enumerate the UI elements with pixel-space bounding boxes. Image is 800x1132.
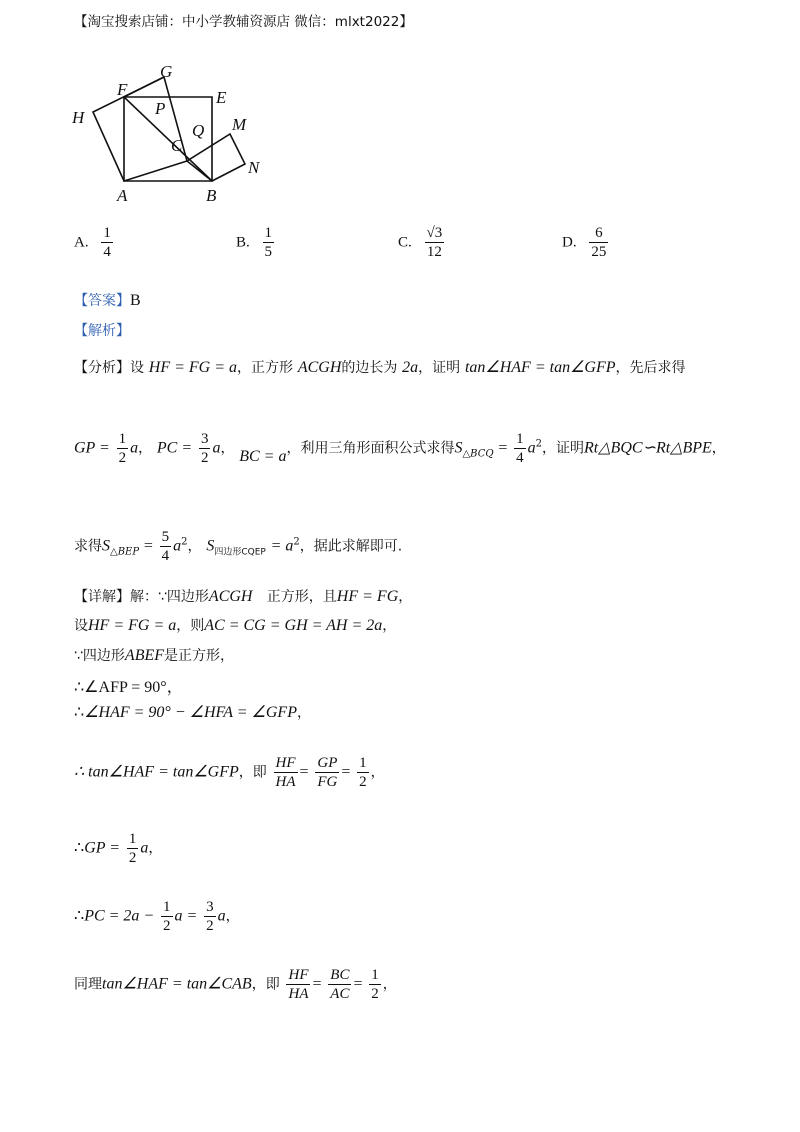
fenxi-tag: 【分析】	[74, 360, 130, 376]
option-c-label: C.	[398, 234, 412, 251]
label-c: C	[171, 136, 183, 155]
answer-line	[74, 290, 141, 310]
option-b	[236, 224, 276, 261]
option-c-den: 12	[426, 244, 442, 260]
option-c	[398, 224, 446, 261]
option-c-num: √3	[426, 225, 443, 241]
label-p: P	[155, 99, 166, 118]
option-d-den: 25	[591, 244, 607, 260]
option-b-num: 1	[264, 225, 273, 241]
option-a-label: A.	[74, 234, 89, 251]
option-d	[562, 224, 610, 261]
detail-line-7: ∴GP = $\frac{1}{2}$ a，	[74, 831, 163, 866]
option-a-den: 4	[103, 244, 111, 260]
label-h: H	[72, 108, 85, 127]
option-b-den: 5	[264, 244, 273, 260]
segment-fg	[124, 77, 164, 97]
label-q: Q	[192, 121, 205, 140]
label-a: A	[117, 186, 128, 205]
option-a	[74, 224, 115, 261]
detail-line-9: 同理tan∠HAF = tan∠CAB，即 $\frac{HF}{HA}$ = $\frac{BC}{AC}$ = $\frac{1}{2}$ ，	[74, 967, 397, 1002]
option-b-label: B.	[236, 234, 250, 251]
fenxi-line-1: 【分析】设 HF = FG = a，正方形 ACGH的边长为 2a，证明 tan∠HAF = tan∠GFP，先后求得	[74, 359, 686, 376]
detail-line-8: ∴PC = 2a − $\frac{1}{2}$ a = $\frac{3}{2}$ a，	[74, 899, 240, 934]
label-e: E	[216, 88, 227, 107]
fenxi-line-2: GP = $\frac{1}{2}$ a， PC = $\frac{3}{2}$ a， BC = a，利用三角形面积公式求得$S_{\triangle BCQ}$ = $\frac{1}{4}$ $a^2$，证明Rt△BQC∽Rt△BPE，	[74, 431, 726, 466]
analysis-tag: 【解析】	[74, 323, 130, 339]
detail-line-1: 【详解】解：∵四边形ACGH 正方形，且HF = FG，	[74, 588, 413, 605]
option-d-label: D.	[562, 234, 577, 251]
detail-line-4: ∴∠AFP = 90°，	[74, 679, 183, 696]
option-a-num: 1	[103, 225, 111, 241]
label-f: F	[117, 80, 128, 99]
detail-line-6: ∴ tan∠HAF = tan∠GFP，即 $\frac{HF}{HA}$ = $\frac{GP}{FG}$ = $\frac{1}{2}$ ，	[74, 755, 385, 790]
detail-line-3: ∵四边形ABEF是正方形，	[74, 647, 235, 664]
geometry-figure	[60, 55, 290, 210]
fenxi-line-3: 求得$S_{\triangle BEP}$ = $\frac{5}{4}$ $a^2$， $S_{四边形CQEP} = a^2$，据此求解即可.	[74, 529, 403, 564]
answer-value: B	[130, 292, 141, 309]
label-n: N	[248, 158, 260, 177]
square-acgh	[93, 77, 187, 181]
answer-tag: 【答案】	[74, 293, 130, 309]
square-bcmn	[187, 134, 245, 181]
header-text: 【淘宝搜索店铺：中小学教辅资源店 微信：mlxt2022】	[74, 14, 413, 30]
label-m: M	[232, 115, 247, 134]
label-g: G	[160, 62, 173, 81]
detail-line-5: ∴∠HAF = 90° − ∠HFA = ∠GFP，	[74, 704, 311, 721]
detail-line-2: 设HF = FG = a，则AC = CG = GH = AH = 2a，	[74, 617, 397, 634]
label-b: B	[206, 186, 217, 205]
option-d-num: 6	[589, 224, 608, 243]
